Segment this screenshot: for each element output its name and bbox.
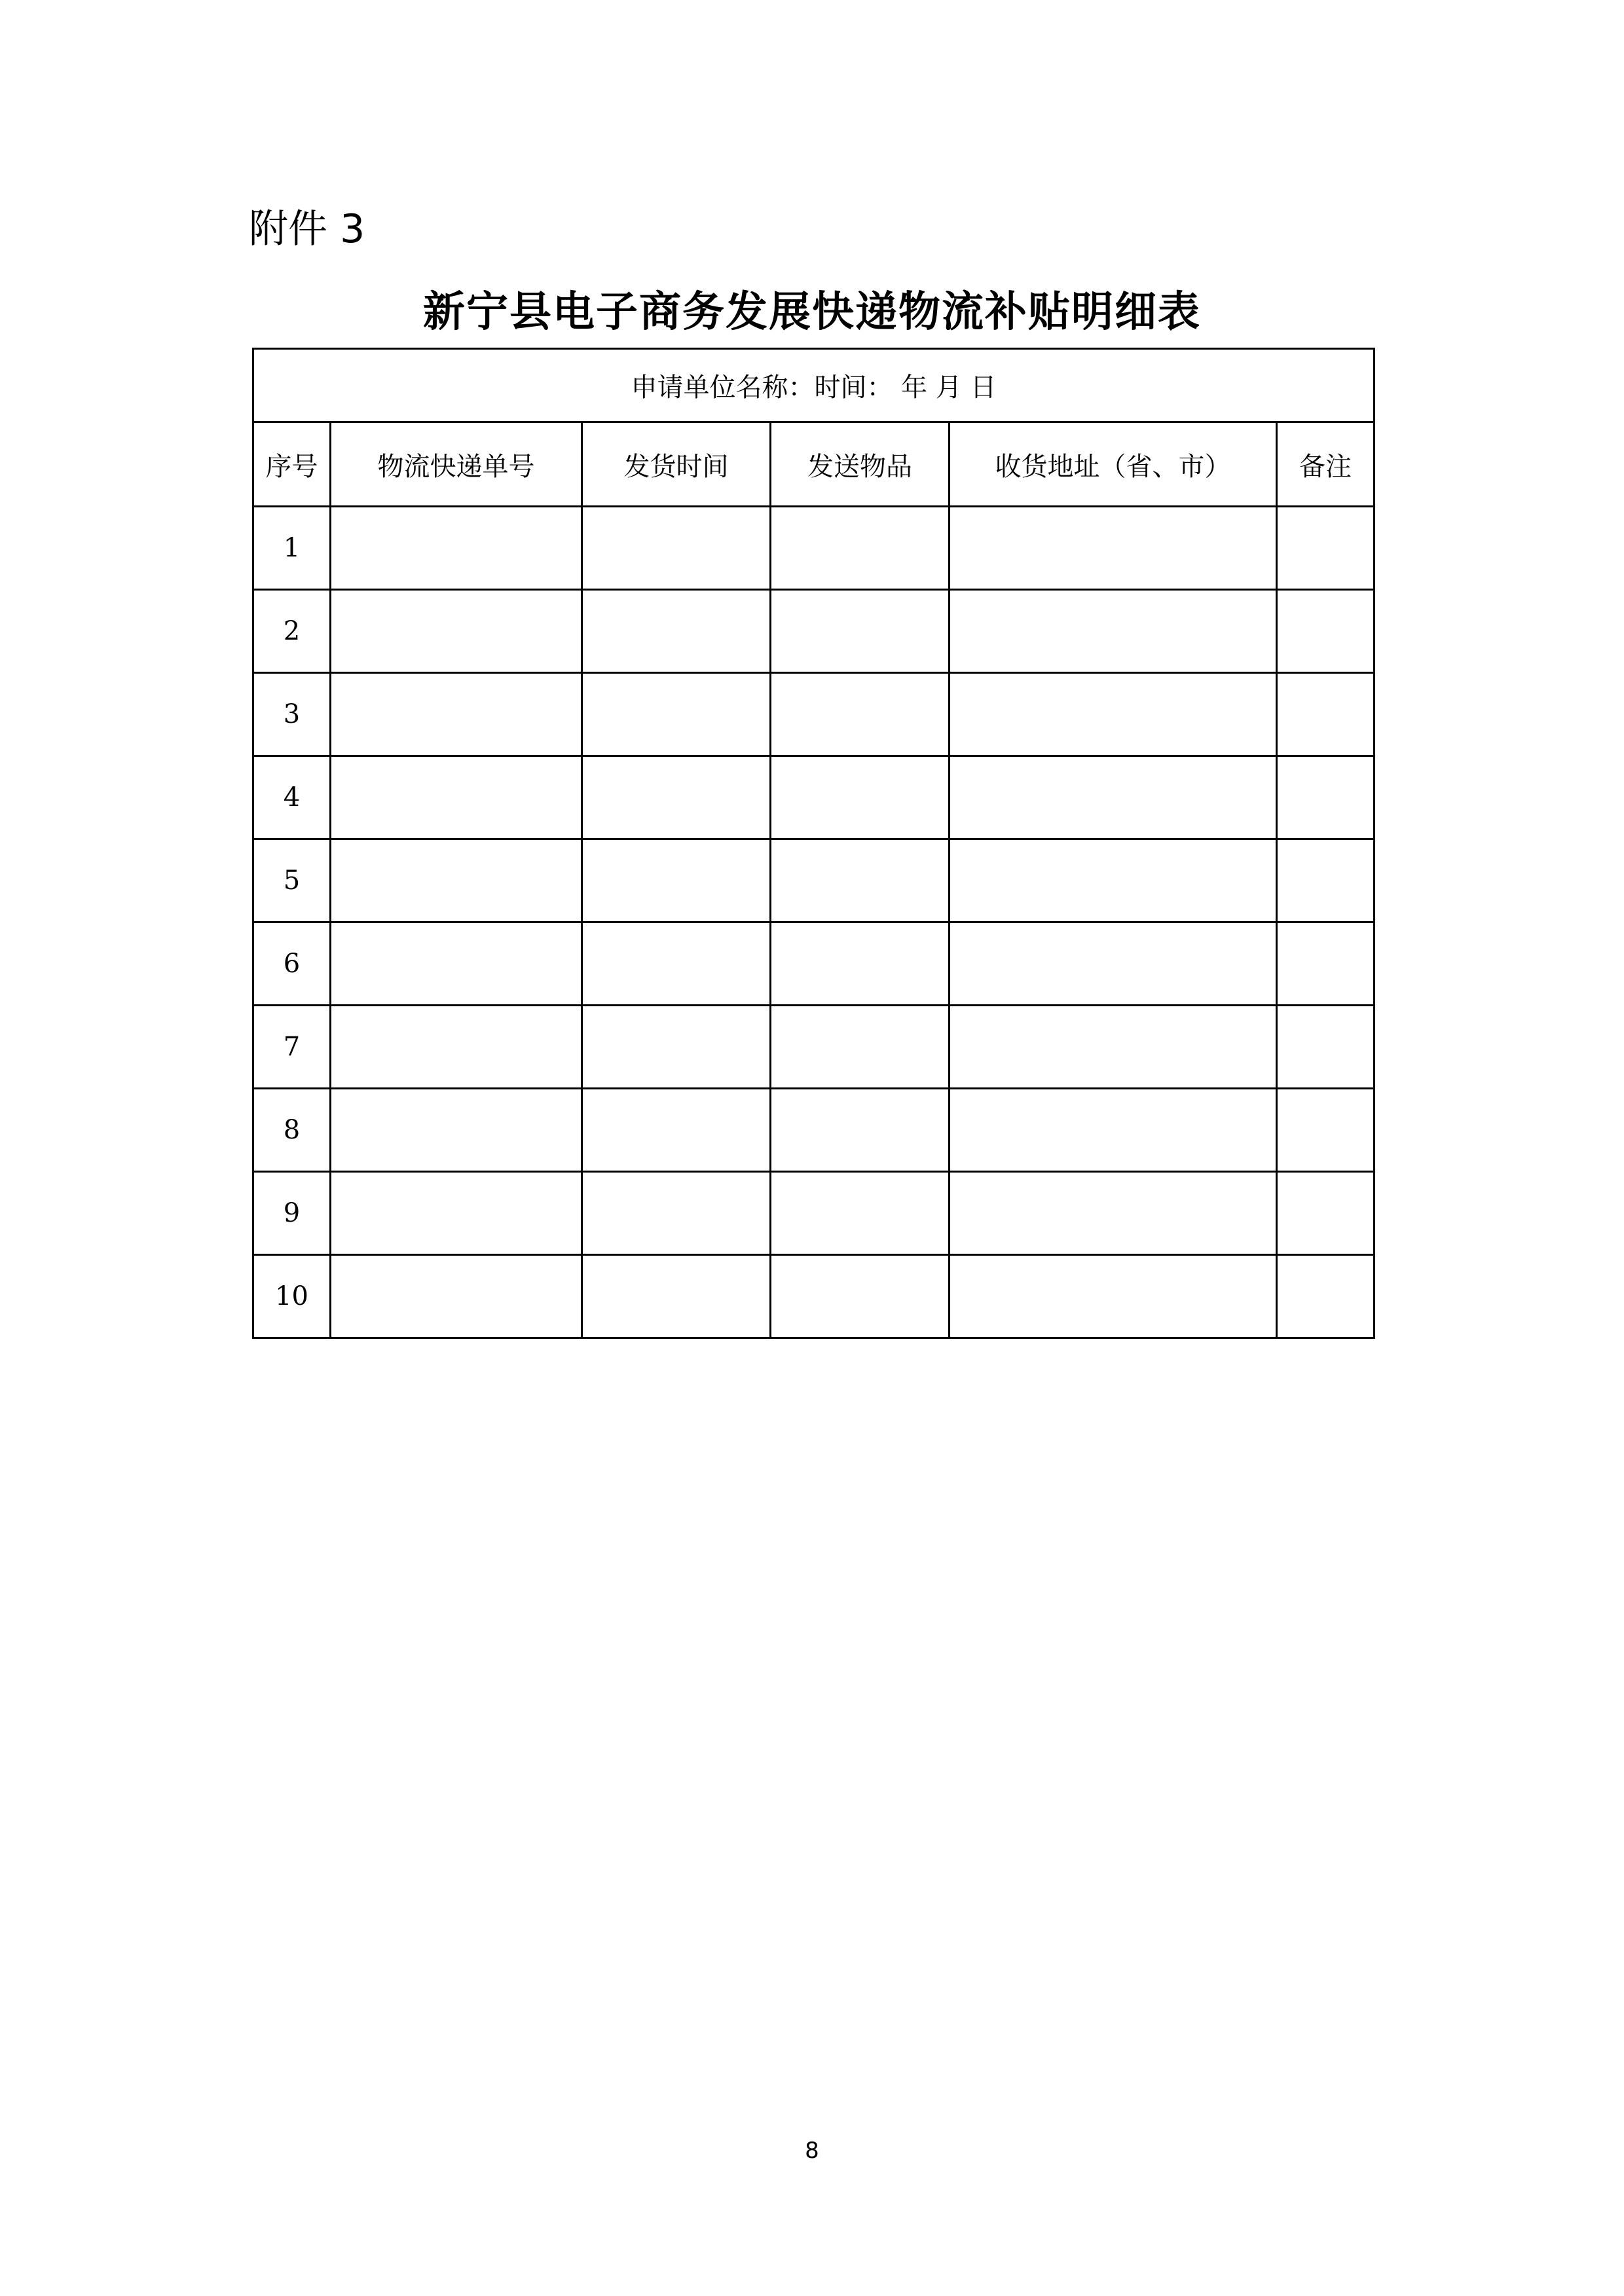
address-cell[interactable] [950,1006,1277,1089]
address-cell[interactable] [950,673,1277,756]
tracking-number-cell[interactable] [331,839,582,922]
address-cell[interactable] [950,507,1277,590]
attachment-label: 附件 3 [249,206,365,252]
address-cell[interactable] [950,1089,1277,1172]
tracking-number-cell[interactable] [331,590,582,673]
ship-time-cell[interactable] [582,839,771,922]
address-cell[interactable] [950,1172,1277,1255]
tracking-number-cell[interactable] [331,507,582,590]
tracking-number-cell[interactable] [331,1255,582,1338]
table-row [253,1089,1375,1172]
tracking-number-cell[interactable] [331,756,582,839]
ship-time-cell[interactable] [582,1172,771,1255]
items-cell[interactable] [771,1172,950,1255]
tracking-number-cell[interactable] [331,1172,582,1255]
table-row [253,756,1375,839]
row-number: 7 [253,1006,331,1089]
address-cell[interactable] [950,839,1277,922]
table-row [253,1172,1375,1255]
remarks-cell[interactable] [1277,839,1375,922]
items-cell[interactable] [771,1006,950,1089]
header-serial: 序号 [253,422,331,507]
row-number: 8 [253,1089,331,1172]
ship-time-cell[interactable] [582,507,771,590]
table-row [253,1006,1375,1089]
address-cell[interactable] [950,756,1277,839]
items-cell[interactable] [771,756,950,839]
header-tracking-number: 物流快递单号 [331,422,582,507]
header-address: 收货地址（省、市） [950,422,1277,507]
items-cell[interactable] [771,1089,950,1172]
document-title: 新宁县电子商务发展快递物流补贴明细表 [423,288,1201,337]
remarks-cell[interactable] [1277,1089,1375,1172]
header-items: 发送物品 [771,422,950,507]
table-row [253,507,1375,590]
tracking-number-cell[interactable] [331,1006,582,1089]
items-cell[interactable] [771,507,950,590]
items-cell[interactable] [771,673,950,756]
row-number: 4 [253,756,331,839]
row-number: 1 [253,507,331,590]
address-cell[interactable] [950,590,1277,673]
remarks-cell[interactable] [1277,673,1375,756]
items-cell[interactable] [771,839,950,922]
table-header-row [253,422,1375,507]
applicant-info[interactable]: 申请单位名称：时间： 年 月 日 [253,349,1375,422]
remarks-cell[interactable] [1277,1006,1375,1089]
page-number: 8 [805,2138,819,2164]
items-cell[interactable] [771,1255,950,1338]
tracking-number-cell[interactable] [331,1089,582,1172]
ship-time-cell[interactable] [582,756,771,839]
row-number: 10 [253,1255,331,1338]
tracking-number-cell[interactable] [331,673,582,756]
ship-time-cell[interactable] [582,673,771,756]
ship-time-cell[interactable] [582,1089,771,1172]
ship-time-cell[interactable] [582,1006,771,1089]
remarks-cell[interactable] [1277,1172,1375,1255]
table-row [253,673,1375,756]
row-number: 3 [253,673,331,756]
header-ship-time: 发货时间 [582,422,771,507]
row-number: 6 [253,922,331,1006]
table-row [253,590,1375,673]
header-remarks: 备注 [1277,422,1375,507]
address-cell[interactable] [950,922,1277,1006]
remarks-cell[interactable] [1277,507,1375,590]
row-number: 5 [253,839,331,922]
remarks-cell[interactable] [1277,590,1375,673]
address-cell[interactable] [950,1255,1277,1338]
row-number: 2 [253,590,331,673]
table-row [253,839,1375,922]
remarks-cell[interactable] [1277,1255,1375,1338]
items-cell[interactable] [771,590,950,673]
ship-time-cell[interactable] [582,1255,771,1338]
remarks-cell[interactable] [1277,756,1375,839]
items-cell[interactable] [771,922,950,1006]
ship-time-cell[interactable] [582,922,771,1006]
tracking-number-cell[interactable] [331,922,582,1006]
table-row [253,922,1375,1006]
subsidy-detail-table [252,348,1375,1339]
row-number: 9 [253,1172,331,1255]
applicant-row [253,349,1375,422]
table-row [253,1255,1375,1338]
remarks-cell[interactable] [1277,922,1375,1006]
ship-time-cell[interactable] [582,590,771,673]
